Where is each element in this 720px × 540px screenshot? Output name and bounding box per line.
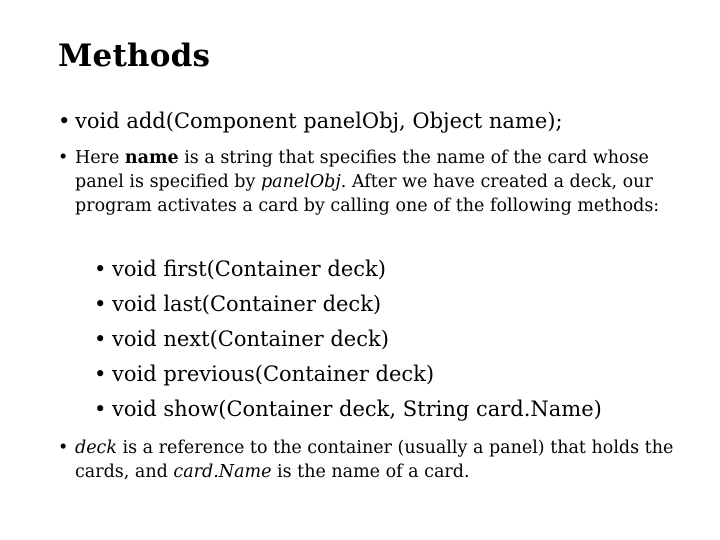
bullet-marker: • <box>94 257 107 281</box>
method-item-show <box>94 392 704 427</box>
method-text: void first(Container deck) <box>112 257 386 281</box>
name-description-text <box>58 146 676 218</box>
bullet-deck-description <box>58 436 676 484</box>
add-method-text: void add(Component panelObj, Object name); <box>75 109 563 133</box>
bullet-marker: • <box>58 148 69 168</box>
method-text: void previous(Container deck) <box>112 362 435 386</box>
bullet-marker: • <box>94 292 107 316</box>
text-segment: is a reference to the container (usually a panel) that holds the cards, and <box>75 438 674 482</box>
text-segment: Here <box>75 148 125 168</box>
method-item-next <box>94 322 704 357</box>
name-keyword: name <box>124 148 179 168</box>
cardname-keyword: card.Name <box>173 462 272 482</box>
method-item-previous <box>94 357 704 392</box>
text-segment: is the name of a card. <box>271 462 470 482</box>
bullet-add-method <box>58 106 698 136</box>
bullet-marker: • <box>58 109 71 133</box>
deck-keyword: deck <box>75 438 117 458</box>
slide-title: Methods <box>58 38 211 74</box>
bullet-marker: • <box>58 438 69 458</box>
text-segment: . After we have created a deck, our program activates a card by calling one of the following methods: <box>75 172 660 216</box>
bullet-marker: • <box>94 327 107 351</box>
deck-description-text <box>58 436 676 484</box>
method-text: void next(Container deck) <box>112 327 389 351</box>
panelobj-keyword: panelObj <box>260 172 341 192</box>
text-segment: is a string that specifies the name of the card whose panel is specified by <box>75 148 649 192</box>
bullet-marker: • <box>94 362 107 386</box>
bullet-name-description <box>58 146 676 218</box>
method-text: void last(Container deck) <box>112 292 382 316</box>
method-text: void show(Container deck, String card.Name) <box>112 397 602 421</box>
method-item-last <box>94 287 704 322</box>
method-item-first <box>94 252 704 287</box>
bullet-marker: • <box>94 397 107 421</box>
